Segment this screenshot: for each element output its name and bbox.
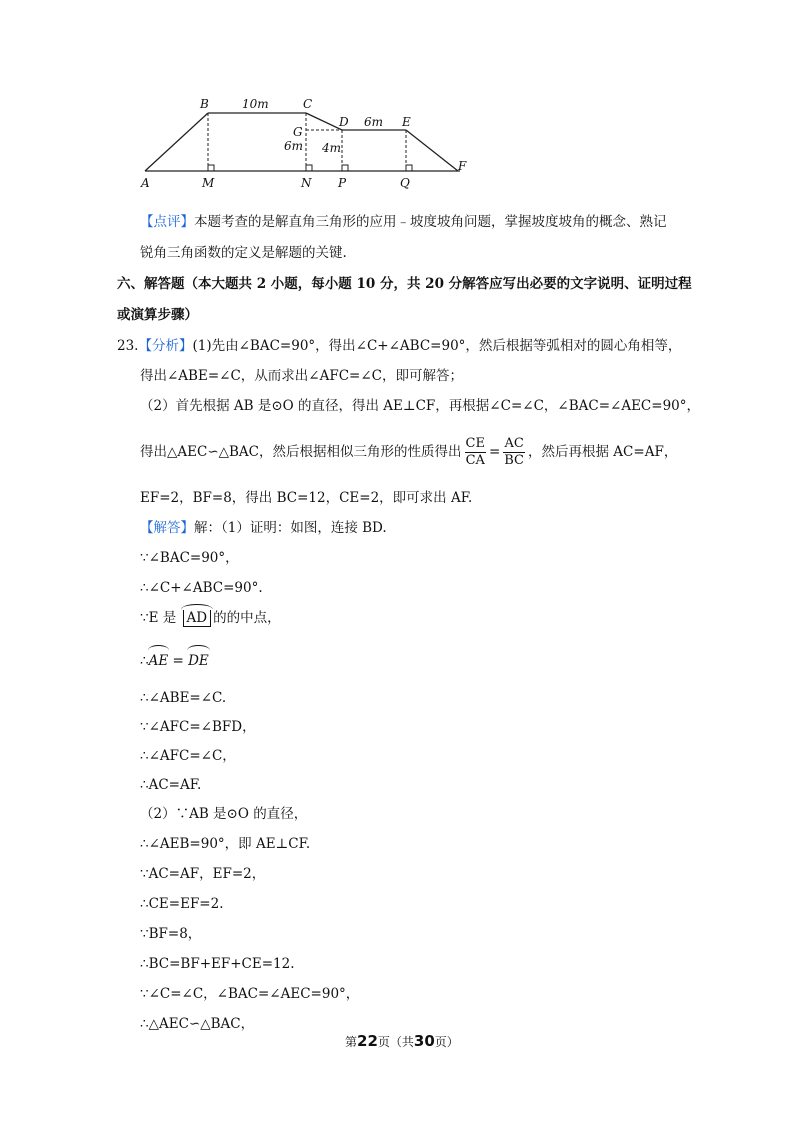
q23-solution-4: ∵E 是 AD 的的中点， <box>140 604 281 628</box>
q23-analysis-3: （2）首先根据 AB 是⊙O 的直径，得出 AE⊥CF，再根据∠C=∠C，∠BAC=∠AEC=90°， <box>140 398 700 414</box>
page-total: 30 <box>413 1032 435 1050</box>
label-q: Q <box>400 176 410 190</box>
label-f: F <box>458 159 467 173</box>
q23-solution-17: ∴△AEC∽△BAC， <box>140 1016 255 1032</box>
label-p: P <box>338 176 347 190</box>
label-cn: 6m <box>284 139 304 153</box>
q23-solution-7: ∵∠AFC=∠BFD， <box>140 719 256 735</box>
q23-solution-3: ∴∠C+∠ABC=90°. <box>140 580 263 596</box>
fraction-ce-ca: $\frac{CE}{CA}$ <box>465 436 485 468</box>
label-bc: 10m <box>242 97 269 111</box>
label-de: 6m <box>364 115 384 129</box>
q23-solution-14: ∵BF=8， <box>140 926 202 942</box>
label-a: A <box>141 176 150 190</box>
label-dp: 4m <box>322 141 342 155</box>
label-e: E <box>402 115 411 129</box>
label-g: G <box>293 125 303 139</box>
label-b: B <box>200 97 209 111</box>
review-line-2: 锐角三角函数的定义是解题的关键. <box>140 245 347 261</box>
q23-solution-10: （2）∵AB 是⊙O 的直径， <box>140 806 308 822</box>
question-number: 23. <box>117 338 139 354</box>
q23-analysis-1: 23.【分析】(1)先由∠BAC=90°，得出∠C+∠ABC=90°，然后根据等弧相对的圆心角相等， <box>117 338 682 354</box>
label-d: D <box>339 115 349 129</box>
page-number: 22 <box>357 1032 378 1050</box>
q23-solution-1: 【解答】解：（1）证明：如图，连接 BD. <box>140 520 387 536</box>
review-tag: 【点评】 <box>140 214 194 230</box>
q23-solution-9: ∴AC=AF. <box>140 777 202 793</box>
q23-solution-15: ∴BC=BF+EF+CE=12. <box>140 956 295 972</box>
q23-analysis-2: 得出∠ABE=∠C，从而求出∠AFC=∠C，即可解答； <box>140 368 463 384</box>
q23-solution-2: ∵∠BAC=90°， <box>140 550 239 566</box>
section-heading-1: 六、解答题（本大题共 2 小题，每小题 10 分，共 20 分解答应写出必要的文字说明、证明过程 <box>117 276 692 292</box>
answer-tag: 【解答】 <box>140 520 194 536</box>
q23-solution-5: ∴AE = DE <box>140 645 209 671</box>
q23-analysis-4: 得出△AEC∽△BAC，然后根据相似三角形的性质得出 $\frac{CE}{CA}$ = $\frac{AC}{BC}$ ，然后再根据 AC=AF， <box>140 436 678 468</box>
analysis-tag: 【分析】 <box>138 338 193 354</box>
fraction-ac-bc: $\frac{AC}{BC}$ <box>504 436 525 468</box>
q23-solution-6: ∴∠ABE=∠C. <box>140 690 227 706</box>
label-n: N <box>301 176 312 190</box>
label-c: C <box>303 97 313 111</box>
label-m: M <box>202 176 215 190</box>
q23-solution-16: ∵∠C=∠C，∠BAC=∠AEC=90°， <box>140 986 360 1002</box>
section-heading-2: 或演算步骤） <box>117 307 198 323</box>
q23-solution-8: ∴∠AFC=∠C， <box>140 748 236 764</box>
review-line-1: 【点评】本题考查的是解直角三角形的应用﹣坡度坡角问题，掌握坡度坡角的概念、熟记 <box>140 214 667 230</box>
arc-ad: AD <box>181 604 214 628</box>
q23-analysis-5: EF=2，BF=8，得出 BC=12，CE=2，即可求出 AF. <box>140 490 473 506</box>
q23-solution-12: ∵AC=AF，EF=2， <box>140 866 266 882</box>
q23-solution-13: ∴CE=EF=2. <box>140 896 224 912</box>
arc-de: DE <box>188 645 209 671</box>
trapezoid-diagram <box>140 92 480 192</box>
q23-solution-11: ∴∠AEB=90°，即 AE⊥CF. <box>140 836 311 852</box>
page-footer: 第22页（共30页） <box>345 1032 459 1050</box>
arc-ae: AE <box>149 645 169 671</box>
